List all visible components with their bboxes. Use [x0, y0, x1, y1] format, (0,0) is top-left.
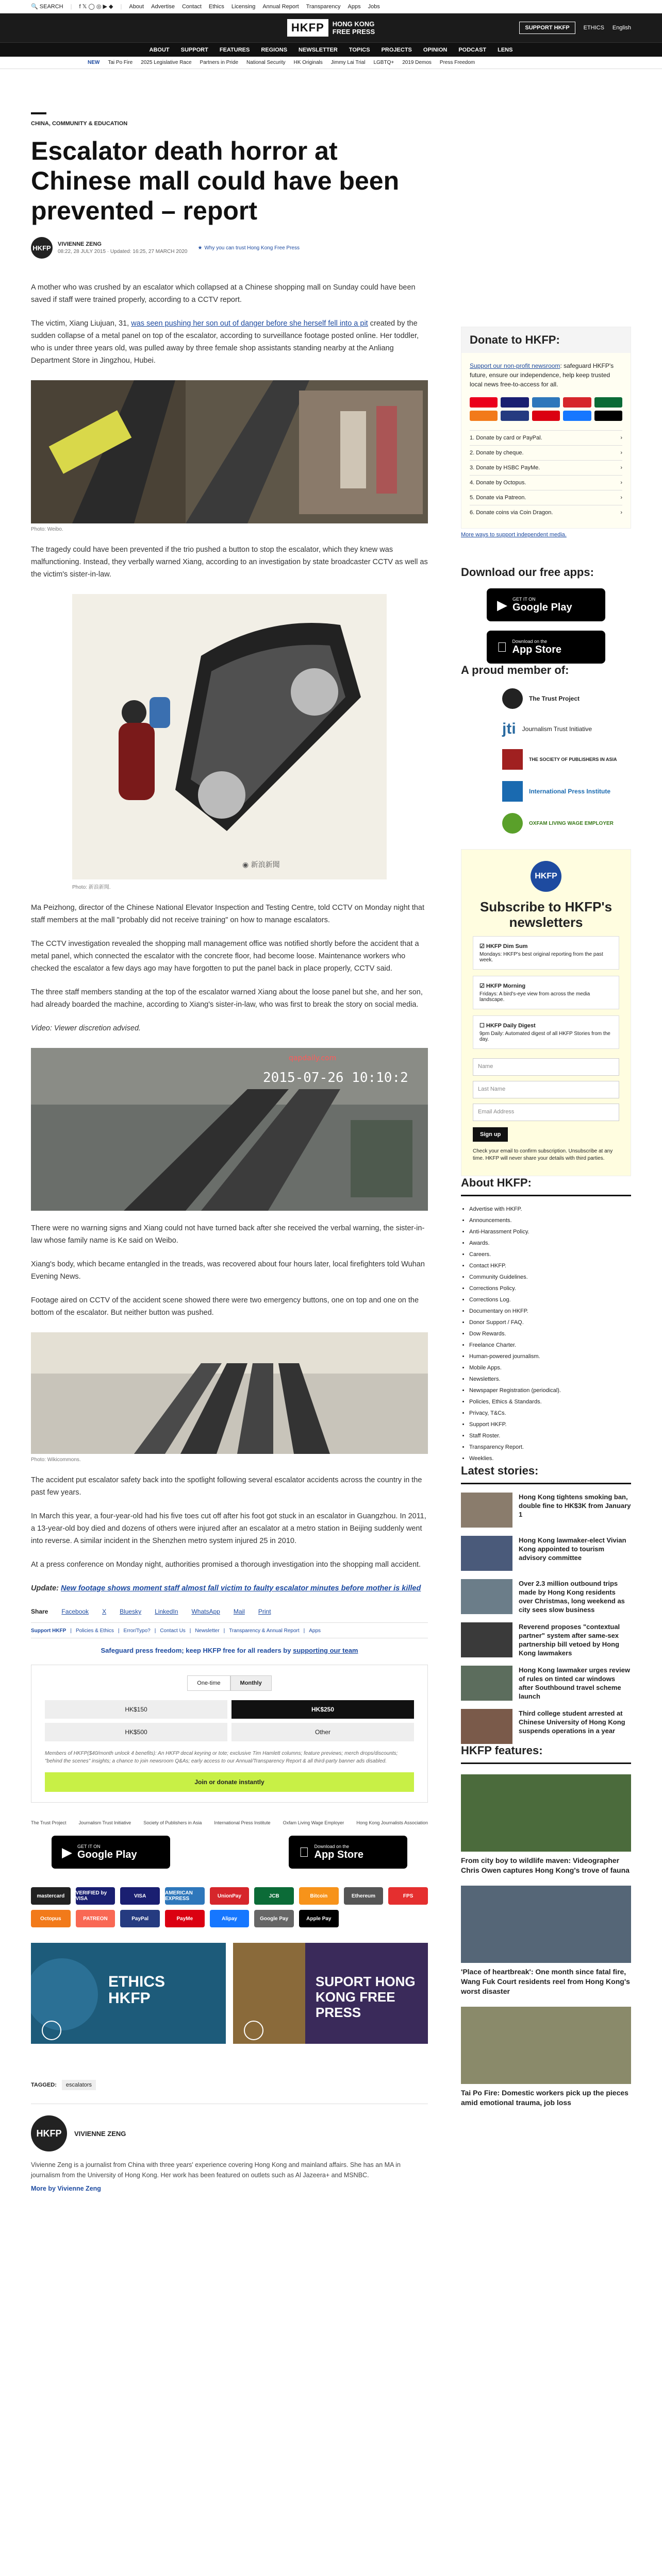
trending-item[interactable]: Jimmy Lai Trial — [330, 60, 366, 65]
share-linkedin[interactable]: LinkedIn — [155, 1608, 178, 1615]
footer-link[interactable]: Contact Us — [160, 1628, 186, 1634]
paragraph: The accident put escalator safety back into the spotlight following several escalator accidents across the country in the past few years. — [31, 1476, 422, 1497]
features-title: HKFP features: — [461, 1744, 631, 1764]
partner-logo[interactable]: International Press Institute — [214, 1820, 271, 1825]
nav-item[interactable]: PODCAST — [458, 46, 487, 53]
story-thumbnail[interactable] — [461, 1709, 512, 1744]
member-logo[interactable]: International Press Institute — [461, 781, 631, 802]
svg-text:2015-07-26 10:10:2: 2015-07-26 10:10:2 — [263, 1070, 408, 1086]
story-thumbnail[interactable] — [461, 1579, 512, 1614]
partner-logo[interactable]: Oxfam Living Wage Employer — [283, 1820, 344, 1825]
trending-item[interactable]: Partners in Pride — [200, 60, 239, 65]
svg-text:qapdaily.com: qapdaily.com — [289, 1054, 337, 1062]
escalator-photo — [31, 380, 428, 523]
payment-logo: mastercard — [31, 1887, 71, 1905]
trending-item[interactable]: Press Freedom — [439, 60, 475, 65]
update-link[interactable]: New footage shows moment staff almost fall victim to faulty escalator minutes before mother is killed — [61, 1584, 421, 1592]
member-logo[interactable]: The Trust Project — [461, 688, 631, 709]
feature-image[interactable] — [461, 2007, 631, 2084]
main-nav — [0, 42, 662, 57]
escalator-diagram — [72, 594, 387, 879]
about-link[interactable]: • Careers. — [469, 1249, 631, 1260]
nav-item[interactable]: FEATURES — [219, 46, 250, 53]
share-bar — [31, 1608, 428, 1623]
feature-stories — [461, 1774, 631, 2108]
paragraph: The three staff members standing at the top of the escalator warned Xiang about the loose panel but she, and her son, had already boarded the machine, according to Xiang's sister-in-law, who was first to break the story on social media. — [31, 988, 423, 1009]
top-link[interactable]: Licensing — [231, 3, 256, 10]
ipi-icon — [502, 781, 523, 802]
footer-link[interactable]: Newsletter — [195, 1628, 220, 1634]
top-link[interactable]: Apps — [347, 3, 361, 10]
about-link[interactable]: • Newsletters. — [469, 1374, 631, 1385]
inline-link[interactable]: was seen pushing her son out of danger before she herself fell into a pit — [131, 319, 368, 328]
hkfp-logo: HKFP — [531, 861, 561, 892]
feature-story[interactable] — [461, 1886, 631, 1996]
about-link[interactable]: • Mobile Apps. — [469, 1362, 631, 1374]
jti-icon: jti — [502, 720, 516, 737]
trending-item[interactable]: National Security — [246, 60, 286, 65]
partner-logos — [31, 1820, 428, 1825]
article-body — [31, 281, 428, 1595]
top-bar: 🔍 SEARCH | f 𝕏 ◯ ◎ ▶ ◆ | About Advertise Contact Ethics Licensing Annual Report Transparency Apps Jobs — [0, 0, 662, 13]
newsletter-option[interactable]: ☐ HKFP Daily Digest 9pm Daily: Automated digest of all HKFP Stories from the day. — [473, 1015, 619, 1049]
donate-form — [31, 1665, 428, 1803]
latest-story[interactable] — [461, 1536, 631, 1571]
nav-item[interactable]: PROJECTS — [381, 46, 412, 53]
story-title[interactable]: Hong Kong lawmaker urges review of rules on tinted car windows after Southbound travel scheme launch — [519, 1666, 631, 1700]
footer-link[interactable]: Error/Typo? — [123, 1628, 151, 1634]
about-link[interactable]: • Freelance Charter. — [469, 1340, 631, 1351]
feature-title[interactable]: From city boy to wildlife maven: Videographer Chris Owen captures Hong Kong's trove of fauna — [461, 1856, 630, 1874]
author-name[interactable]: VIVIENNE ZENG — [74, 2129, 126, 2138]
partner-logo[interactable]: The Trust Project — [31, 1820, 67, 1825]
payment-logo: PayPal — [120, 1910, 160, 1927]
share-print[interactable]: Print — [258, 1608, 271, 1615]
payment-logo: Octopus — [31, 1910, 71, 1927]
shield-icon: ★ — [197, 245, 203, 251]
footer-link[interactable]: Apps — [309, 1628, 321, 1634]
newsletter-note: Check your email to confirm subscription. Unsubscribe at any time. HKFP will never share your details with third parties. — [473, 1148, 613, 1161]
oxfam-icon — [502, 813, 523, 834]
payment-logo: UnionPay — [210, 1887, 250, 1905]
author-box — [31, 2104, 428, 2194]
footer-link[interactable]: Policies & Ethics — [75, 1628, 114, 1634]
paragraph: In March this year, a four-year-old had his five toes cut off after his foot got stuck in an escalator in Guangzhou. In 2011, a 13-year-old boy died and dozens of others were injured after an escalator at a metro station in Beijing suddenly went into reverse. A similar incident in the Shenzhen metro system injured 25 in 2010. — [31, 1512, 426, 1545]
payment-logo: Apple Pay — [299, 1910, 339, 1927]
partner-logo[interactable]: Society of Publishers in Asia — [143, 1820, 202, 1825]
nav-item[interactable]: OPINION — [423, 46, 448, 53]
trending-item[interactable]: LGBTQ+ — [373, 60, 394, 65]
amount-options — [45, 1700, 414, 1741]
about-link[interactable]: • Corrections Log. — [469, 1294, 631, 1306]
play-icon: ▶ — [497, 597, 507, 613]
donate-title: Donate to HKFP: — [461, 327, 631, 353]
member-logo[interactable]: jti Journalism Trust Initiative — [502, 720, 592, 737]
masthead — [0, 13, 662, 42]
amount-option[interactable]: HK$150 — [45, 1700, 227, 1719]
trending-item[interactable]: 2025 Legislative Race — [141, 60, 192, 65]
nav-item[interactable]: ABOUT — [149, 46, 170, 53]
top-link[interactable]: Advertise — [151, 3, 175, 10]
latest-title: Latest stories: — [461, 1464, 631, 1484]
member-logo[interactable]: THE SOCIETY OF PUBLISHERS IN ASIA — [461, 749, 631, 770]
google-play-button[interactable]: ▶ GET IT ON Google Play — [52, 1836, 170, 1869]
google-play-button[interactable]: ▶ GET IT ON Google Play — [487, 588, 605, 621]
about-link[interactable]: • Corrections Policy. — [469, 1283, 631, 1294]
about-link[interactable]: • Support HKFP. — [469, 1419, 631, 1430]
tagged-label: TAGGED: — [31, 2082, 57, 2088]
sidebar-donate — [461, 327, 631, 529]
story-title[interactable]: Hong Kong tightens smoking ban, double fine to HK$3K from January 1 — [519, 1493, 631, 1518]
article-footer-links: Support HKFP | Policies & Ethics | Error/Typo? | Contact Us | Newsletter | Transparency & Annual Report | Apps — [31, 1628, 428, 1638]
paragraph: The CCTV investigation revealed the shopping mall management office was notified shortly before the accident that a metal panel, which connected the escalator with the concrete floor, had become loose. Maintenance workers who checked the escalator a few days ago may have forgotten to put the panel back in place properly, CCTV said. — [31, 940, 419, 973]
author-name[interactable]: VIVIENNE ZENG — [58, 241, 102, 247]
nav-item[interactable]: TOPICS — [349, 46, 370, 53]
top-link[interactable]: Jobs — [368, 3, 380, 10]
paragraph: Video: Viewer discretion advised. — [31, 1024, 141, 1032]
join-button[interactable]: Join or donate instantly — [45, 1772, 414, 1792]
trending-label: NEW — [88, 60, 100, 65]
about-link[interactable]: • Awards. — [469, 1238, 631, 1249]
byline — [31, 237, 428, 259]
about-list — [461, 1204, 631, 1464]
ethics-link[interactable]: ETHICS — [583, 25, 604, 31]
member-benefits: Members of HKFP($40/month unlock 4 benefits): An HKFP decal keyring or tote; exclusive Tim Hamlett columns; feature previews; merch drops/discounts; "behind the scenes" insights; a chance to join newsroom Q&As; early access to our Annual/Transparency Report & all third-party banner ads disabled. — [45, 1751, 398, 1764]
about-link[interactable]: • Community Guidelines. — [469, 1272, 631, 1283]
payment-logo: VERIFIED by VISA — [76, 1887, 115, 1905]
about-link[interactable]: • Policies, Ethics & Standards. — [469, 1396, 631, 1408]
payment-logo: Bitcoin — [299, 1887, 339, 1905]
latest-stories — [461, 1493, 631, 1744]
amount-option-other[interactable]: Other — [231, 1723, 414, 1741]
about-link[interactable]: • Announcements. — [469, 1215, 631, 1226]
feature-image[interactable] — [461, 1774, 631, 1852]
article-title: Escalator death horror at Chinese mall could have been prevented – report — [31, 137, 400, 225]
play-icon: ▶ — [62, 1844, 72, 1860]
ethics-banner[interactable]: ETHICS HKFP — [31, 1943, 226, 2044]
share-label: Share — [31, 1608, 48, 1615]
support-hkfp-button[interactable]: SUPPORT HKFP — [519, 22, 575, 34]
author-bio: Vivienne Zeng is a journalist from China with three years' experience covering Hong Kong and mainland affairs. She has an MA in journalism from the University of Hong Kong. Her work has been featured on outlets such as Al Jazeera+ and MSNBC. — [31, 2161, 401, 2179]
hkfp-logo[interactable]: HKFP HONG KONG FREE PRESS — [287, 19, 375, 37]
support-team-link[interactable]: supporting our team — [293, 1647, 358, 1654]
payment-logo: JCB — [254, 1887, 294, 1905]
search-link[interactable]: 🔍 SEARCH — [31, 4, 63, 10]
feature-title[interactable]: 'Place of heartbreak': One month since fatal fire, Wang Fuk Court residents reel from Hong Kong's worst disaster — [461, 1968, 630, 1995]
latest-story[interactable] — [461, 1622, 631, 1657]
paragraph: The victim, Xiang Liujuan, 31, was seen pushing her son out of danger before she herself fell into a pit created by the sudden collapse of a metal panel on top of the escalator, according to surveillance footage posted online. Her toddler, who is under three years old, was pulled away by three female shop assistants standing nearby at the Anliang Department Store in Jingzhou, Hubei. — [31, 319, 419, 365]
trust-link[interactable]: ★ Why you can trust Hong Kong Free Press — [197, 245, 300, 251]
apps-title: Download our free apps: — [461, 566, 594, 579]
donate-step[interactable]: 4. Donate by Octopus. › — [470, 475, 622, 490]
about-link[interactable]: • Anti-Harassment Policy. — [469, 1226, 631, 1238]
trust-project-icon — [502, 688, 523, 709]
donate-step[interactable]: 3. Donate by HSBC PayMe. › — [470, 460, 622, 475]
sign-up-button[interactable]: Sign up — [473, 1127, 508, 1142]
top-link[interactable]: Ethics — [208, 3, 224, 10]
partner-logo[interactable]: Hong Kong Journalists Association — [356, 1820, 428, 1825]
nav-item[interactable]: SUPPORT — [180, 46, 208, 53]
story-title[interactable]: Over 2.3 million outbound trips made by Hong Kong residents over Christmas, long weekend as city sees slow business — [519, 1580, 625, 1614]
sopa-icon — [502, 749, 523, 770]
paragraph: There were no warning signs and Xiang could not have turned back after she received the verbal warning, the sister-in-law whose family name is Ke said on Weibo. — [31, 1224, 425, 1245]
donate-step[interactable]: 1. Donate by card or PayPal. › — [470, 430, 622, 445]
article-category[interactable]: CHINA, COMMUNITY & EDUCATION — [31, 121, 128, 127]
trending-item[interactable]: HK Originals — [293, 60, 323, 65]
app-store-button[interactable]: Download on the App Store — [289, 1836, 407, 1869]
top-link[interactable]: Contact — [181, 3, 202, 10]
tag-chip[interactable]: escalators — [62, 2080, 96, 2090]
paragraph: Footage aired on CCTV of the accident scene showed there were two emergency buttons, one on top and one on the bottom of the escalator. But neither button was pushed. — [31, 1296, 419, 1317]
top-link[interactable]: Annual Report — [262, 3, 299, 10]
newsletter-option[interactable]: ☑ HKFP Dim Sum Mondays: HKFP's best original reporting from the past week. — [473, 936, 619, 970]
update-paragraph: Update: New footage shows moment staff almost fall victim to faulty escalator minutes before mother is killed — [31, 1584, 421, 1592]
share-facebook[interactable]: Facebook — [61, 1608, 89, 1615]
feature-story[interactable] — [461, 1774, 631, 1875]
member-title: A proud member of: — [461, 664, 569, 676]
apple-icon — [497, 639, 507, 655]
feature-story[interactable] — [461, 2007, 631, 2108]
about-link[interactable]: • Staff Roster. — [469, 1430, 631, 1442]
payment-logo: Ethereum — [344, 1887, 384, 1905]
payment-methods — [31, 1887, 428, 1927]
name-field[interactable]: Name — [473, 1058, 619, 1076]
paragraph: The tragedy could have been prevented if the trio pushed a button to stop the escalator, which they knew was malfunctioning. Instead, they verbally warned Xiang, according to an investigation by state broadcaster CCTV as well as the victim's sister-in-law. — [31, 546, 428, 579]
freq-monthly[interactable]: Monthly — [230, 1675, 272, 1691]
about-link[interactable]: • Newspaper Registration (periodical). — [469, 1385, 631, 1396]
photo-caption: Photo: Weibo. — [31, 527, 63, 532]
nav-item[interactable]: NEWSLETTER — [299, 46, 338, 53]
trending-item[interactable]: 2019 Demos — [402, 60, 432, 65]
about-link[interactable]: • Advertise with HKFP. — [469, 1204, 631, 1215]
app-store-button[interactable]: Download on the App Store — [487, 631, 605, 664]
donate-step[interactable]: 2. Donate by cheque. › — [470, 445, 622, 460]
about-link[interactable]: • Weeklies. — [469, 1453, 631, 1464]
payment-logo: FPS — [388, 1887, 428, 1905]
newsletter-option[interactable]: ☑ HKFP Morning Fridays: A bird's-eye view from across the media landscape. — [473, 976, 619, 1009]
footer-link[interactable]: Transparency & Annual Report — [229, 1628, 300, 1634]
language-select[interactable]: English — [612, 25, 631, 31]
feature-title[interactable]: Tai Po Fire: Domestic workers pick up the pieces amid emotional trauma, job loss — [461, 2089, 628, 2107]
story-title[interactable]: Reverend proposes "contextual partner" system after same-sex partnership bill vetoed by Hong Kong lawmakers — [519, 1623, 620, 1657]
sidebar — [461, 69, 631, 2194]
newsletter-title: Subscribe to HKFP's newsletters — [479, 899, 613, 930]
amount-option[interactable]: HK$500 — [45, 1723, 227, 1741]
article-date: 08:22, 28 JULY 2015 · Updated: 16:25, 27 MARCH 2020 — [58, 249, 188, 255]
about-link[interactable]: • Dow Rewards. — [469, 1328, 631, 1340]
freq-one-time[interactable]: One-time — [187, 1675, 230, 1691]
share-x[interactable]: X — [102, 1608, 107, 1615]
trending-item[interactable]: Tai Po Fire — [108, 60, 133, 65]
paragraph: Xiang's body, which became entangled in the treads, was recovered about four hours later, local firefighters told Wuhan Evening News. — [31, 1260, 425, 1281]
about-title: About HKFP: — [461, 1176, 631, 1196]
about-link[interactable]: • Privacy, T&Cs. — [469, 1408, 631, 1419]
donate-step[interactable]: 6. Donate coins via Coin Dragon. › — [470, 505, 622, 520]
payment-logo: VISA — [120, 1887, 160, 1905]
donate-intro: Support our non-profit newsroom: safeguard HKFP's future, ensure our independence, help keep trusted local news free-to-access for all. — [470, 362, 614, 388]
tag-list — [31, 2080, 428, 2090]
apple-icon — [299, 1844, 309, 1860]
more-ways-link[interactable]: More ways to support independent media. — [461, 532, 567, 538]
safeguard-heading: Safeguard press freedom; keep HKFP free for all readers by supporting our team — [101, 1647, 358, 1654]
paragraph: At a press conference on Monday night, authorities promised a thorough investigation into the shopping mall accident. — [31, 1561, 421, 1569]
partner-logo[interactable]: Journalism Trust Initiative — [78, 1820, 131, 1825]
amount-option-selected[interactable]: HK$250 — [231, 1700, 414, 1719]
about-link[interactable]: • Transparency Report. — [469, 1442, 631, 1453]
app-store-row — [31, 1836, 428, 1869]
banner-row — [31, 1943, 428, 2044]
story-thumbnail[interactable] — [461, 1666, 512, 1701]
latest-story[interactable] — [461, 1666, 631, 1701]
newsletter-signup — [461, 849, 631, 1176]
photo-caption: Photo: Wikicommons. — [31, 1457, 81, 1463]
top-link[interactable]: About — [129, 3, 144, 10]
payment-logo: PATREON — [76, 1910, 115, 1927]
nav-item[interactable]: REGIONS — [261, 46, 288, 53]
share-bluesky[interactable]: Bluesky — [120, 1608, 142, 1615]
support-banner[interactable]: SUPORT HONG KONG FREE PRESS — [233, 1943, 428, 2044]
share-mail[interactable]: Mail — [233, 1608, 245, 1615]
story-title[interactable]: Hong Kong lawmaker-elect Vivian Kong appointed to tourism advisory committee — [519, 1536, 626, 1562]
donate-step[interactable]: 5. Donate via Patreon. › — [470, 490, 622, 505]
paragraph: Ma Peizhong, director of the Chinese National Elevator Inspection and Testing Centre, told CCTV on Monday night that staff members at the mall "probably did not receive training" on how to manage escalators. — [31, 904, 425, 924]
payment-logo: Alipay — [210, 1910, 250, 1927]
member-logo[interactable]: OXFAM LIVING WAGE EMPLOYER — [461, 813, 631, 834]
paragraph: A mother who was crushed by an escalator which collapsed at a Chinese shopping mall on Sunday could have been saved if staff were trained properly, according to a CCTV report. — [31, 283, 416, 304]
share-whatsapp[interactable]: WhatsApp — [191, 1608, 220, 1615]
story-thumbnail[interactable] — [461, 1622, 512, 1657]
story-thumbnail[interactable] — [461, 1536, 512, 1571]
trending-bar — [0, 57, 662, 69]
about-link[interactable]: • Contact HKFP. — [469, 1260, 631, 1272]
last-name-field[interactable]: Last Name — [473, 1081, 619, 1098]
latest-story[interactable] — [461, 1709, 631, 1744]
video-player[interactable] — [31, 1048, 428, 1211]
footer-link[interactable]: Support HKFP — [31, 1628, 67, 1634]
svg-text:◉ 新浪新聞: ◉ 新浪新聞 — [242, 861, 280, 869]
about-link[interactable]: • Donor Support / FAQ. — [469, 1317, 631, 1328]
payment-logo: AMERICAN EXPRESS — [165, 1887, 205, 1905]
donate-intro-link[interactable]: Support our non-profit newsroom — [470, 362, 560, 369]
top-link[interactable]: Transparency — [306, 3, 341, 10]
story-title[interactable]: Third college student arrested at Chinese University of Hong Kong suspends operations in a year — [519, 1709, 625, 1735]
author-avatar[interactable]: HKFP — [31, 2115, 67, 2151]
social-icons[interactable]: f 𝕏 ◯ ◎ ▶ ◆ — [79, 4, 113, 10]
latest-story[interactable] — [461, 1493, 631, 1528]
author-avatar[interactable]: HKFP — [31, 237, 53, 259]
frequency-toggle — [45, 1675, 414, 1691]
about-link[interactable]: • Documentary on HKFP. — [469, 1306, 631, 1317]
about-link[interactable]: • Human-powered journalism. — [469, 1351, 631, 1362]
more-by-author[interactable]: More by Vivienne Zeng — [31, 2185, 101, 2192]
donate-steps — [470, 430, 622, 520]
escalator-photo — [31, 1332, 428, 1454]
latest-story[interactable] — [461, 1579, 631, 1614]
payment-logo: PayMe — [165, 1910, 205, 1927]
payment-icons — [470, 397, 622, 421]
photo-caption: Photo: 新浪新聞. — [72, 885, 111, 890]
article-column — [31, 69, 428, 2194]
feature-image[interactable] — [461, 1886, 631, 1963]
payment-logo: Google Pay — [254, 1910, 294, 1927]
email-field[interactable]: Email Address — [473, 1104, 619, 1121]
nav-item[interactable]: LENS — [498, 46, 513, 53]
story-thumbnail[interactable] — [461, 1493, 512, 1528]
